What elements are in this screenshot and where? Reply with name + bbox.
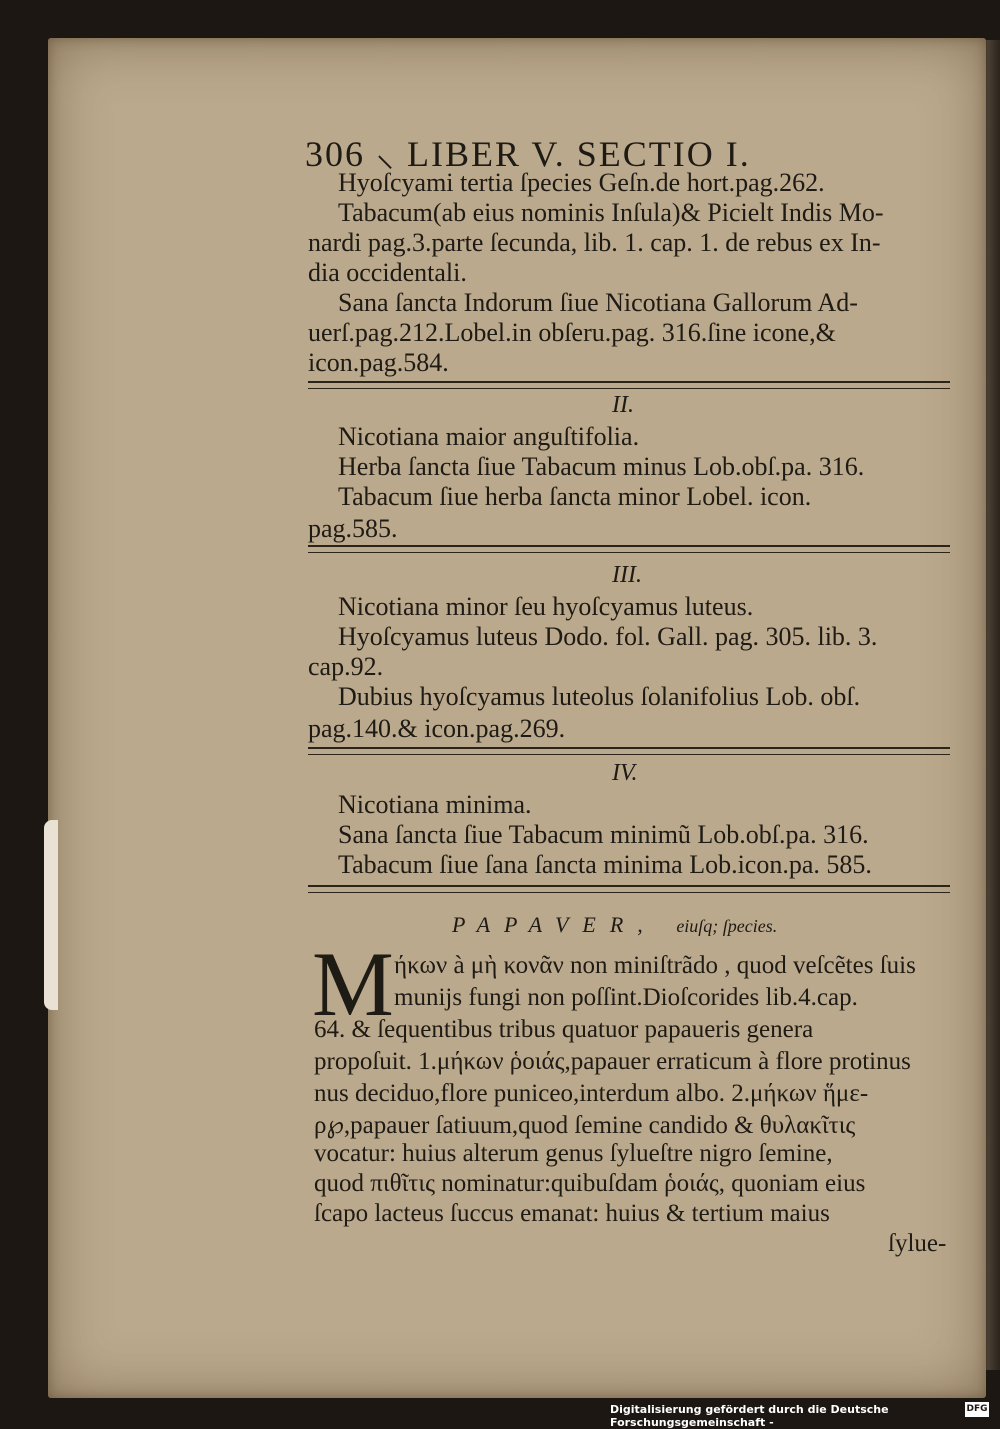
section-numeral: II. — [612, 392, 634, 418]
text-line: ρ℘,papauer ſatiuum,quod ſemine candido & θυλακῖτις — [314, 1112, 856, 1139]
drop-cap: M — [312, 933, 394, 1035]
heading-rest: eiuſq; ſpecies. — [676, 916, 778, 936]
text-line: Tabacum(ab eius nominis Inſula)& Picielt Indis Mo- — [338, 198, 884, 227]
text-line: pag.585. — [308, 514, 398, 543]
section-numeral: IV. — [612, 760, 638, 786]
section-rule — [308, 747, 950, 755]
catchword: ſylue- — [888, 1230, 947, 1257]
text-line: quod πιθῖτις nominatur:quibuſdam ῥοιάς, quoniam eius — [314, 1170, 866, 1197]
text-line: Nicotiana minor ſeu hyoſcyamus luteus. — [338, 592, 754, 621]
text-line: Dubius hyoſcyamus luteolus ſolanifolius Lob. obſ. — [338, 682, 861, 711]
text-line: ſcapo lacteus ſuccus emanat: huius & tertium maius — [314, 1200, 830, 1227]
section-rule — [308, 545, 950, 553]
text-line: Herba ſancta ſiue Tabacum minus Lob.obſ.pa. 316. — [338, 452, 865, 481]
text-line: Nicotiana maior anguſtifolia. — [338, 422, 640, 451]
heading-main: PAPAVER, — [452, 912, 657, 937]
page-header: 306 ⸜ LIBER V. SECTIO I. — [305, 134, 751, 174]
text-line: Sana ſancta Indorum ſiue Nicotiana Gallorum Ad- — [338, 288, 858, 317]
text-line: icon.pag.584. — [308, 348, 449, 377]
text-line: uerſ.pag.212.Lobel.in obſeru.pag. 316.ſine icone,& — [308, 318, 836, 347]
dfg-logo: DFG — [965, 1402, 989, 1417]
text-line: nardi pag.3.parte ſecunda, lib. 1. cap. 1. de rebus ex In- — [308, 228, 881, 257]
text-line: ήκων à μὴ κονᾶν non miniſtrãdo , quod veſcẽtes ſuis — [394, 952, 916, 979]
text-line: Tabacum ſiue herba ſancta minor Lobel. icon. — [338, 482, 812, 511]
text-line: propoſuit. 1.μήκων ῥοιάς,papauer erraticum à flore protinus — [314, 1048, 911, 1075]
text-line: Sana ſancta ſiue Tabacum minimũ Lob.obſ.pa. 316. — [338, 820, 869, 849]
text-line: nus deciduo,flore puniceo,interdum albo. 2.μήκων ἥμε- — [314, 1080, 869, 1107]
text-line: dia occidentali. — [308, 258, 467, 287]
text-line: Hyoſcyami tertia ſpecies Geſn.de hort.pag.262. — [338, 168, 825, 197]
section-rule — [308, 885, 950, 893]
text-line: vocatur: huius alterum genus ſylueſtre nigro ſemine, — [314, 1140, 833, 1167]
section-numeral: III. — [612, 562, 642, 588]
text-line: cap.92. — [308, 652, 384, 681]
text-line: Hyoſcyamus luteus Dodo. fol. Gall. pag. 305. lib. 3. — [338, 622, 878, 651]
digitization-credit: Digitalisierung gefördert durch die Deutsche Forschungsgemeinschaft - — [610, 1403, 889, 1429]
section-heading — [452, 912, 777, 938]
text-line: Tabacum ſiue ſana ſancta minima Lob.icon.pa. 585. — [338, 850, 872, 879]
section-rule — [308, 381, 950, 389]
text-line: pag.140.& icon.pag.269. — [308, 714, 566, 743]
text-line: 64. & ſequentibus tribus quatuor papaueris genera — [314, 1016, 814, 1043]
text-line: Nicotiana minima. — [338, 790, 532, 819]
text-line: munijs fungi non poſſint.Dioſcorides lib.4.cap. — [394, 984, 858, 1011]
page-fold — [44, 820, 58, 1010]
